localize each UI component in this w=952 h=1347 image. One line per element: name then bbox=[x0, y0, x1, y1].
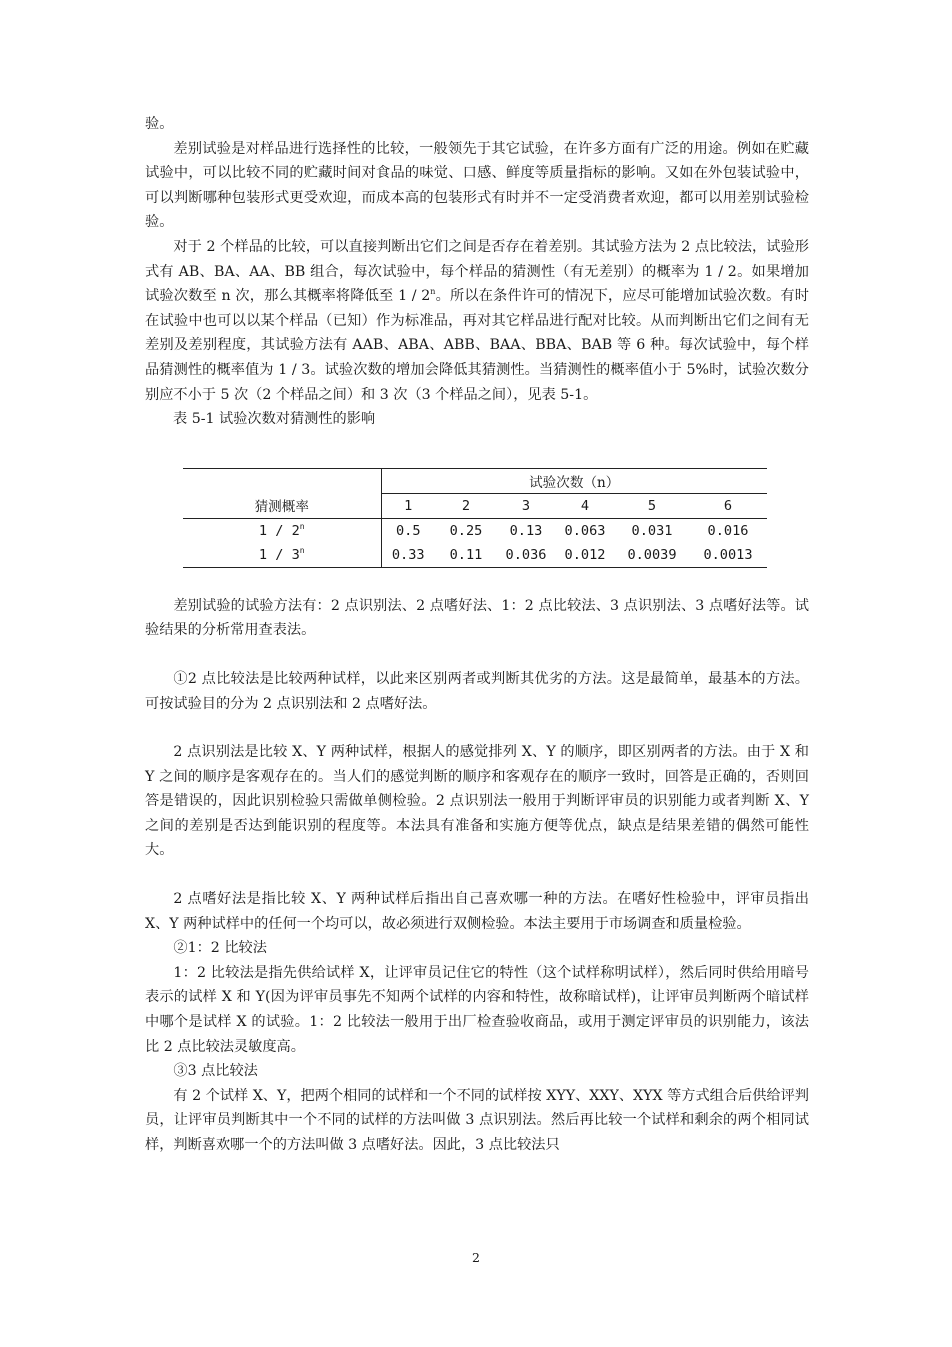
table-cell: 0.036 bbox=[497, 543, 555, 568]
table-column-header: 5 bbox=[615, 493, 689, 518]
table-cell: 0.012 bbox=[555, 543, 615, 568]
table-column-header: 2 bbox=[435, 493, 497, 518]
paragraph-one-two-comparison: 1：2 比较法是指先供给试样 X，让评审员记住它的特性（这个试样称明试样），然后同时供给用暗号表示的试样 X 和 Y(因为评审员事先不知两个试样的内容和特性，故称暗试样)，让评审员判断两个暗试样中哪个是试样 X 的试验。1：2 比较法一般用于出厂检查验收商品，或用于测定评审员的识别能力，该法比 2 点比较法灵敏度高。 bbox=[145, 964, 809, 1055]
table-caption: 表 5-1 试验次数对猜测性的影响 bbox=[173, 411, 376, 428]
table-column-header: 4 bbox=[555, 493, 615, 518]
table-cell: 0.031 bbox=[631, 522, 673, 539]
table-cell: 0.11 bbox=[435, 543, 497, 568]
table-cell: 0.063 bbox=[564, 522, 606, 539]
superscript: n bbox=[299, 545, 305, 555]
section-heading-one-two: ②1：2 比较法 bbox=[173, 940, 267, 957]
table-row-label-header: 猜测概率 bbox=[183, 493, 381, 518]
table-cell: 0.016 bbox=[707, 522, 749, 539]
table-header-row bbox=[183, 493, 767, 518]
table-column-header: 1 bbox=[381, 493, 435, 518]
paragraph-two-point-identification: 2 点识别法是比较 X、Y 两种试样，根据人的感觉排列 X、Y 的顺序，即区别两者的方法。由于 X 和 Y 之间的顺序是客观存在的。当人们的感觉判断的顺序和客观存在的顺序一致时，回答是正确的，否则回答是错误的，因此识别检验只需做单侧检验。2 点识别法一般用于判断评审员的识别能力或者判断 X、Y 之间的差别是否达到能识别的程度等。本法具有准备和实施方便等优点，缺点是结果差错的偶然可能性大。 bbox=[145, 744, 809, 859]
row-label-text: 1 / 2 bbox=[258, 522, 300, 539]
table-header-row bbox=[183, 468, 767, 493]
table-row bbox=[183, 543, 767, 568]
paragraph-two-point-preference: 2 点嗜好法是指比较 X、Y 两种试样后指出自己喜欢哪一种的方法。在嗜好性检验中，评审员指出 X、Y 两种试样中的任何一个均可以，故必须进行双侧检验。本法主要用于市场调查和质量检验。 bbox=[145, 891, 809, 932]
table-row-label bbox=[183, 518, 381, 543]
page-number: 2 bbox=[472, 1250, 480, 1265]
paragraph-fragment: 验。 bbox=[145, 116, 174, 132]
superscript: n bbox=[299, 521, 305, 531]
paragraph-test-methods: 差别试验的试验方法有：2 点识别法、2 点嗜好法、1：2 点比较法、3 点识别法、3 点嗜好法等。试验结果的分析常用查表法。 bbox=[145, 597, 809, 639]
table-cell: 0.25 bbox=[449, 522, 483, 539]
paragraph-text: 对于 2 个样品的比较，可以直接判断出它们之间是否存在着差别。其试验方法为 2 点比较法，试验形式有 AB、BA、AA、BB 组合，每次试验中，每个样品的猜测性（有无差别）的概率为 1 / 2。如果增加试验次数至 n 次，那么其概率将降低至 1 / 2 bbox=[145, 238, 809, 305]
probability-table bbox=[183, 468, 767, 568]
table-row-label bbox=[183, 543, 381, 568]
table-cell: 0.5 bbox=[381, 518, 435, 543]
table-row bbox=[183, 518, 767, 543]
table-cell: 0.13 bbox=[509, 522, 543, 539]
table-cell: 0.0039 bbox=[615, 543, 689, 568]
table-column-header: 6 bbox=[689, 493, 767, 518]
paragraph-two-sample-comparison bbox=[145, 235, 809, 407]
superscript: n bbox=[430, 287, 436, 297]
table-cell: 0.33 bbox=[381, 543, 435, 568]
paragraph-text: 。所以在条件许可的情况下，应尽可能增加试验次数。有时在试验中也可以以某个样品（已知）作为标准品，再对其它样品进行配对比较。从而判断出它们之间有无差别及差别程度，其试验方法有 AAB、ABA、ABB、BAA、BBA、BAB 等 6 种。每次试验中，每个样品猜测性的概率值为 1 / 3。试验次数的增加会降低其猜测性。当猜测性的概率值小于 5%时，试验次数分别应不小于 5 次（2 个样品之间）和 3 次（3 个样品之间），见表 5-1。 bbox=[145, 288, 809, 403]
row-label-text: 1 / 3 bbox=[258, 546, 300, 563]
paragraph-difference-test: 差别试验是对样品进行选择性的比较，一般领先于其它试验，在许多方面有广泛的用途。例如在贮藏试验中，可以比较不同的贮藏时间对食品的味觉、口感、鲜度等质量指标的影响。又如在外包装试验中，可以判断哪种包装形式更受欢迎，而成本高的包装形式有时并不一定受消费者欢迎，都可以用差别试验检验。 bbox=[145, 140, 809, 231]
paragraph-two-point-comparison: ①2 点比较法是比较两种试样，以此来区别两者或判断其优劣的方法。这是最简单，最基本的方法。可按试验目的分为 2 点识别法和 2 点嗜好法。 bbox=[145, 670, 809, 712]
document-page bbox=[145, 112, 809, 1158]
table-column-header: 3 bbox=[497, 493, 555, 518]
section-heading-three-point: ③3 点比较法 bbox=[173, 1063, 258, 1080]
table-cell: 0.0013 bbox=[689, 543, 767, 568]
paragraph-three-point-comparison: 有 2 个试样 X、Y，把两个相同的试样和一个不同的试样按 XYY、XXY、XYX 等方式组合后供给评判员，让评审员判断其中一个不同的试样的方法叫做 3 点识别法。然后再比较一个试样和剩余的两个相同试样，判断喜欢哪一个的方法叫做 3 点嗜好法。因此，3 点比较法只 bbox=[145, 1087, 809, 1153]
table-group-header: 试验次数（n） bbox=[381, 468, 767, 493]
